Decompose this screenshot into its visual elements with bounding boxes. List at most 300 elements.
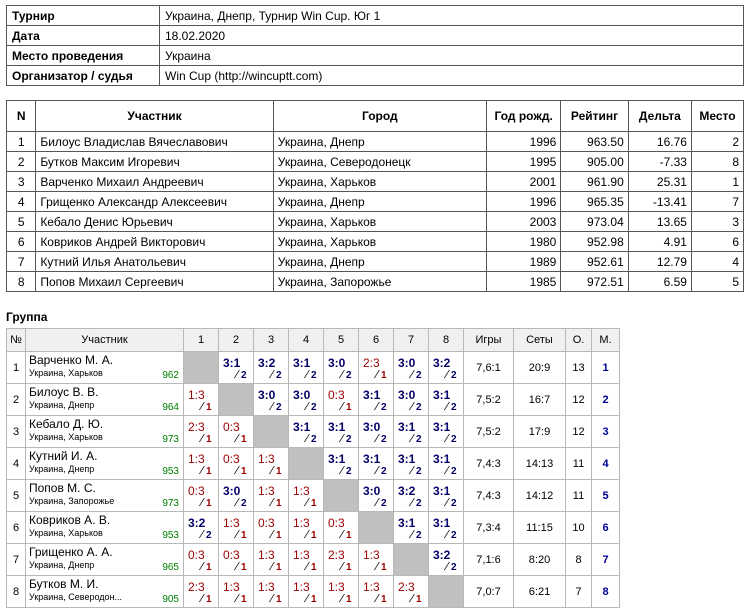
sets-stat: 11:15 [514, 512, 566, 544]
slash-mark: / [302, 561, 311, 573]
match-score-cell[interactable] [429, 384, 464, 416]
participant-cell: 6 [691, 232, 743, 252]
group-header: № [7, 329, 26, 352]
points-stat: 7 [566, 576, 592, 608]
points-stat: 12 [566, 384, 592, 416]
player-rating: 964 [162, 402, 179, 413]
slash-mark: / [337, 529, 346, 541]
match-score: 1:3 [293, 580, 310, 594]
match-score-cell[interactable] [219, 576, 254, 608]
slash-mark: / [407, 465, 416, 477]
slash-mark: / [442, 497, 451, 509]
participant-row [7, 212, 744, 232]
match-score-cell[interactable] [394, 448, 429, 480]
match-score: 1:3 [223, 516, 240, 530]
slash-mark: / [337, 369, 346, 381]
match-score: 3:0 [398, 388, 416, 402]
group-row-number: 1 [7, 352, 26, 384]
match-points: 2 [416, 498, 422, 509]
match-score: 3:0 [398, 356, 416, 370]
group-player[interactable] [26, 544, 184, 576]
match-score-cell[interactable] [359, 576, 394, 608]
match-score: 2:3 [188, 580, 205, 594]
match-score-cell[interactable] [359, 352, 394, 384]
participant-cell: 1980 [486, 232, 560, 252]
match-points: 1 [241, 562, 247, 573]
participant-cell: 4.91 [628, 232, 691, 252]
match-score-cell[interactable] [324, 544, 359, 576]
group-header: Участник [26, 329, 184, 352]
match-score: 3:1 [433, 516, 451, 530]
match-points: 2 [381, 402, 387, 413]
match-score-cell[interactable] [289, 416, 324, 448]
place-stat: 2 [592, 384, 620, 416]
match-score-cell[interactable] [394, 480, 429, 512]
match-score-cell[interactable] [324, 352, 359, 384]
match-score: 2:3 [328, 548, 345, 562]
participant-cell: Попов Михаил Сергеевич [36, 272, 273, 292]
participant-cell: Украина, Харьков [273, 172, 486, 192]
slash-mark: / [372, 433, 381, 445]
match-points: 2 [346, 466, 352, 477]
match-score: 3:0 [328, 356, 346, 370]
group-row-number: 8 [7, 576, 26, 608]
match-score-cell[interactable] [254, 480, 289, 512]
group-row-number: 5 [7, 480, 26, 512]
player-city: Украина, Днепр [29, 560, 95, 570]
match-score: 3:0 [363, 484, 381, 498]
match-points: 1 [206, 498, 212, 509]
participant-cell: 1989 [486, 252, 560, 272]
match-score: 3:2 [398, 484, 416, 498]
participant-cell: 13.65 [628, 212, 691, 232]
match-score: 3:1 [363, 388, 381, 402]
group-player[interactable] [26, 576, 184, 608]
match-points: 1 [346, 530, 352, 541]
match-score-cell[interactable] [394, 416, 429, 448]
match-score-cell[interactable] [359, 384, 394, 416]
match-points: 2 [241, 370, 247, 381]
match-points: 2 [241, 498, 247, 509]
group-header: М. [592, 329, 620, 352]
match-points: 2 [311, 370, 317, 381]
match-points: 1 [276, 530, 282, 541]
group-header: 7 [394, 329, 429, 352]
place-stat: 3 [592, 416, 620, 448]
match-score-cell[interactable] [184, 576, 219, 608]
sets-stat: 20:9 [514, 352, 566, 384]
match-points: 1 [381, 594, 387, 605]
points-stat: 8 [566, 544, 592, 576]
group-row [7, 384, 620, 416]
slash-mark: / [197, 465, 206, 477]
slash-mark: / [302, 497, 311, 509]
participant-cell: -13.41 [628, 192, 691, 212]
participant-cell: 2 [691, 132, 743, 152]
group-row [7, 448, 620, 480]
slash-mark: / [337, 433, 346, 445]
info-label: Дата [7, 26, 160, 46]
match-score: 0:3 [328, 388, 345, 402]
match-score-cell[interactable] [184, 416, 219, 448]
match-score: 2:3 [398, 580, 415, 594]
participant-cell: 6.59 [628, 272, 691, 292]
slash-mark: / [407, 369, 416, 381]
slash-mark: / [267, 593, 276, 605]
sets-stat: 17:9 [514, 416, 566, 448]
match-score: 3:1 [398, 452, 416, 466]
participant-cell: 16.76 [628, 132, 691, 152]
participant-cell: Кебало Денис Юрьевич [36, 212, 273, 232]
slash-mark: / [407, 497, 416, 509]
match-score-cell[interactable] [289, 352, 324, 384]
place-stat: 4 [592, 448, 620, 480]
player-name: Грищенко А. А. [29, 545, 113, 559]
group-player[interactable] [26, 352, 184, 384]
match-points: 2 [311, 402, 317, 413]
participant-cell: 2003 [486, 212, 560, 232]
group-header: О. [566, 329, 592, 352]
slash-mark: / [442, 529, 451, 541]
participant-cell: 1 [691, 172, 743, 192]
slash-mark: / [197, 401, 206, 413]
match-score-cell[interactable] [289, 384, 324, 416]
match-score-cell[interactable] [219, 544, 254, 576]
sets-stat: 6:21 [514, 576, 566, 608]
match-points: 1 [241, 434, 247, 445]
match-score: 0:3 [188, 484, 205, 498]
slash-mark: / [442, 561, 451, 573]
participant-cell: 1996 [486, 192, 560, 212]
match-score-cell[interactable] [219, 480, 254, 512]
participant-cell: 3 [691, 212, 743, 232]
player-name: Билоус В. В. [29, 385, 99, 399]
info-row [7, 6, 744, 26]
match-points: 1 [206, 466, 212, 477]
info-label: Турнир [7, 6, 160, 26]
match-points: 1 [311, 594, 317, 605]
player-city: Украина, Харьков [29, 368, 103, 378]
sets-stat: 8:20 [514, 544, 566, 576]
match-score-cell[interactable] [359, 480, 394, 512]
match-score-cell[interactable] [254, 448, 289, 480]
group-header: 4 [289, 329, 324, 352]
self-match-cell [219, 384, 254, 416]
match-points: 1 [381, 370, 387, 381]
info-row [7, 66, 744, 86]
participant-row [7, 152, 744, 172]
slash-mark: / [442, 401, 451, 413]
group-header: 3 [254, 329, 289, 352]
player-rating: 962 [162, 370, 179, 381]
participant-cell: 5 [691, 272, 743, 292]
participant-cell: 905.00 [561, 152, 628, 172]
info-value: Украина, Днепр, Турнир Win Cup. Юг 1 [160, 6, 744, 26]
slash-mark: / [407, 401, 416, 413]
slash-mark: / [267, 369, 276, 381]
participant-cell: 8 [7, 272, 36, 292]
participant-cell: 8 [691, 152, 743, 172]
match-score: 1:3 [258, 580, 275, 594]
participants-header: Рейтинг [561, 101, 628, 132]
participant-cell: 963.50 [561, 132, 628, 152]
slash-mark: / [302, 593, 311, 605]
match-score: 1:3 [188, 452, 205, 466]
self-match-cell [254, 416, 289, 448]
match-score-cell[interactable] [429, 448, 464, 480]
match-score: 1:3 [293, 516, 310, 530]
match-score: 1:3 [363, 580, 380, 594]
match-score-cell[interactable] [394, 352, 429, 384]
points-stat: 10 [566, 512, 592, 544]
match-score: 1:3 [293, 484, 310, 498]
sets-stat: 16:7 [514, 384, 566, 416]
group-header: 6 [359, 329, 394, 352]
match-score: 0:3 [328, 516, 345, 530]
group-header: 8 [429, 329, 464, 352]
group-player[interactable] [26, 384, 184, 416]
group-header: 2 [219, 329, 254, 352]
slash-mark: / [337, 401, 346, 413]
match-points: 1 [276, 466, 282, 477]
participant-cell: 2 [7, 152, 36, 172]
games-stat: 7,4:3 [464, 448, 514, 480]
match-points: 1 [346, 562, 352, 573]
info-value: 18.02.2020 [160, 26, 744, 46]
player-city: Украина, Днепр [29, 400, 95, 410]
match-score-cell[interactable] [184, 544, 219, 576]
games-stat: 7,1:6 [464, 544, 514, 576]
player-city: Украина, Харьков [29, 432, 103, 442]
player-rating: 905 [162, 594, 179, 605]
slash-mark: / [197, 433, 206, 445]
match-points: 2 [451, 530, 457, 541]
player-name: Кебало Д. Ю. [29, 417, 104, 431]
match-score-cell[interactable] [324, 384, 359, 416]
player-rating: 965 [162, 562, 179, 573]
games-stat: 7,5:2 [464, 384, 514, 416]
match-score: 3:1 [433, 452, 451, 466]
match-score-cell[interactable] [429, 512, 464, 544]
match-score-cell[interactable] [254, 352, 289, 384]
match-points: 2 [416, 466, 422, 477]
slash-mark: / [197, 497, 206, 509]
participant-cell: 2001 [486, 172, 560, 192]
match-score-cell[interactable] [429, 480, 464, 512]
match-points: 2 [451, 498, 457, 509]
match-score-cell[interactable] [254, 512, 289, 544]
match-score-cell[interactable] [324, 512, 359, 544]
self-match-cell [184, 352, 219, 384]
self-match-cell [324, 480, 359, 512]
match-score-cell[interactable] [324, 448, 359, 480]
place-stat: 1 [592, 352, 620, 384]
slash-mark: / [372, 369, 381, 381]
participant-cell: 4 [691, 252, 743, 272]
info-row [7, 46, 744, 66]
slash-mark: / [267, 561, 276, 573]
match-points: 1 [346, 594, 352, 605]
slash-mark: / [197, 561, 206, 573]
match-score-cell[interactable] [254, 384, 289, 416]
slash-mark: / [372, 561, 381, 573]
place-stat: 8 [592, 576, 620, 608]
match-score: 2:3 [188, 420, 205, 434]
slash-mark: / [267, 401, 276, 413]
match-score: 3:1 [328, 452, 346, 466]
slash-mark: / [372, 593, 381, 605]
match-score-cell[interactable] [289, 512, 324, 544]
match-points: 1 [276, 498, 282, 509]
participant-cell: -7.33 [628, 152, 691, 172]
info-row [7, 26, 744, 46]
match-score-cell[interactable] [429, 352, 464, 384]
match-score-cell[interactable] [184, 512, 219, 544]
points-stat: 12 [566, 416, 592, 448]
match-score: 1:3 [188, 388, 205, 402]
participant-cell: Билоус Владислав Вячеславович [36, 132, 273, 152]
match-score-cell[interactable] [219, 416, 254, 448]
participant-cell: 3 [7, 172, 36, 192]
group-row-number: 4 [7, 448, 26, 480]
participant-cell: 965.35 [561, 192, 628, 212]
match-score-cell[interactable] [184, 480, 219, 512]
slash-mark: / [337, 465, 346, 477]
slash-mark: / [197, 529, 206, 541]
place-stat: 5 [592, 480, 620, 512]
slash-mark: / [197, 593, 206, 605]
match-points: 1 [276, 562, 282, 573]
slash-mark: / [267, 465, 276, 477]
group-player[interactable] [26, 512, 184, 544]
match-score-cell[interactable] [359, 544, 394, 576]
match-score-cell[interactable] [254, 576, 289, 608]
match-score: 0:3 [223, 420, 240, 434]
group-header: 1 [184, 329, 219, 352]
match-points: 2 [346, 370, 352, 381]
participant-cell: Ковриков Андрей Викторович [36, 232, 273, 252]
games-stat: 7,0:7 [464, 576, 514, 608]
games-stat: 7,5:2 [464, 416, 514, 448]
player-name: Варченко М. А. [29, 353, 114, 367]
player-city: Украина, Запорожье [29, 496, 115, 506]
player-name: Бутков М. И. [29, 577, 99, 591]
match-points: 2 [416, 434, 422, 445]
participant-row [7, 252, 744, 272]
match-score-cell[interactable] [394, 512, 429, 544]
match-points: 1 [206, 434, 212, 445]
slash-mark: / [372, 465, 381, 477]
match-points: 1 [311, 498, 317, 509]
match-score-cell[interactable] [359, 448, 394, 480]
participants-header: Место [691, 101, 743, 132]
slash-mark: / [232, 497, 241, 509]
player-name: Кутний И. А. [29, 449, 98, 463]
match-score-cell[interactable] [429, 416, 464, 448]
match-score-cell[interactable] [254, 544, 289, 576]
participant-cell: 6 [7, 232, 36, 252]
group-player[interactable] [26, 416, 184, 448]
participant-cell: Украина, Днепр [273, 132, 486, 152]
participant-row [7, 272, 744, 292]
match-points: 2 [381, 498, 387, 509]
slash-mark: / [442, 465, 451, 477]
place-stat: 6 [592, 512, 620, 544]
slash-mark: / [232, 433, 241, 445]
group-row [7, 512, 620, 544]
match-score-cell[interactable] [324, 416, 359, 448]
match-score: 0:3 [258, 516, 275, 530]
match-score-cell[interactable] [359, 416, 394, 448]
slash-mark: / [302, 529, 311, 541]
player-city: Украина, Северодон... [29, 592, 122, 602]
group-header: Сеты [514, 329, 566, 352]
group-row-number: 6 [7, 512, 26, 544]
participant-cell: Украина, Харьков [273, 212, 486, 232]
match-score: 3:2 [433, 548, 451, 562]
player-name: Попов М. С. [29, 481, 96, 495]
group-player[interactable] [26, 448, 184, 480]
match-score-cell[interactable] [394, 384, 429, 416]
group-row [7, 576, 620, 608]
match-score-cell[interactable] [219, 448, 254, 480]
match-score-cell[interactable] [289, 480, 324, 512]
participant-cell: Варченко Михаил Андреевич [36, 172, 273, 192]
games-stat: 7,4:3 [464, 480, 514, 512]
match-score: 3:0 [363, 420, 381, 434]
match-score-cell[interactable] [429, 544, 464, 576]
sets-stat: 14:12 [514, 480, 566, 512]
participant-cell: Кутний Илья Анатольевич [36, 252, 273, 272]
match-points: 2 [451, 466, 457, 477]
player-city: Украина, Днепр [29, 464, 95, 474]
match-score-cell[interactable] [289, 576, 324, 608]
participants-header: Участник [36, 101, 273, 132]
games-stat: 7,6:1 [464, 352, 514, 384]
match-score-cell[interactable] [289, 544, 324, 576]
slash-mark: / [302, 401, 311, 413]
participant-cell: 1995 [486, 152, 560, 172]
match-points: 2 [381, 466, 387, 477]
slash-mark: / [337, 593, 346, 605]
match-points: 2 [276, 370, 282, 381]
participant-cell: 1 [7, 132, 36, 152]
slash-mark: / [407, 529, 416, 541]
player-rating: 953 [162, 466, 179, 477]
participant-cell: 973.04 [561, 212, 628, 232]
slash-mark: / [232, 465, 241, 477]
match-score-cell[interactable] [324, 576, 359, 608]
slash-mark: / [407, 593, 416, 605]
match-score-cell[interactable] [219, 352, 254, 384]
points-stat: 11 [566, 480, 592, 512]
match-score-cell[interactable] [394, 576, 429, 608]
participant-cell: Украина, Харьков [273, 232, 486, 252]
group-player[interactable] [26, 480, 184, 512]
slash-mark: / [337, 561, 346, 573]
match-score-cell[interactable] [184, 448, 219, 480]
participant-cell: 7 [691, 192, 743, 212]
match-score-cell[interactable] [219, 512, 254, 544]
player-rating: 973 [162, 434, 179, 445]
info-value: Win Cup (http://wincuptt.com) [160, 66, 744, 86]
place-stat: 7 [592, 544, 620, 576]
points-stat: 11 [566, 448, 592, 480]
match-points: 2 [416, 402, 422, 413]
match-score-cell[interactable] [184, 384, 219, 416]
match-points: 1 [311, 562, 317, 573]
match-points: 2 [451, 370, 457, 381]
